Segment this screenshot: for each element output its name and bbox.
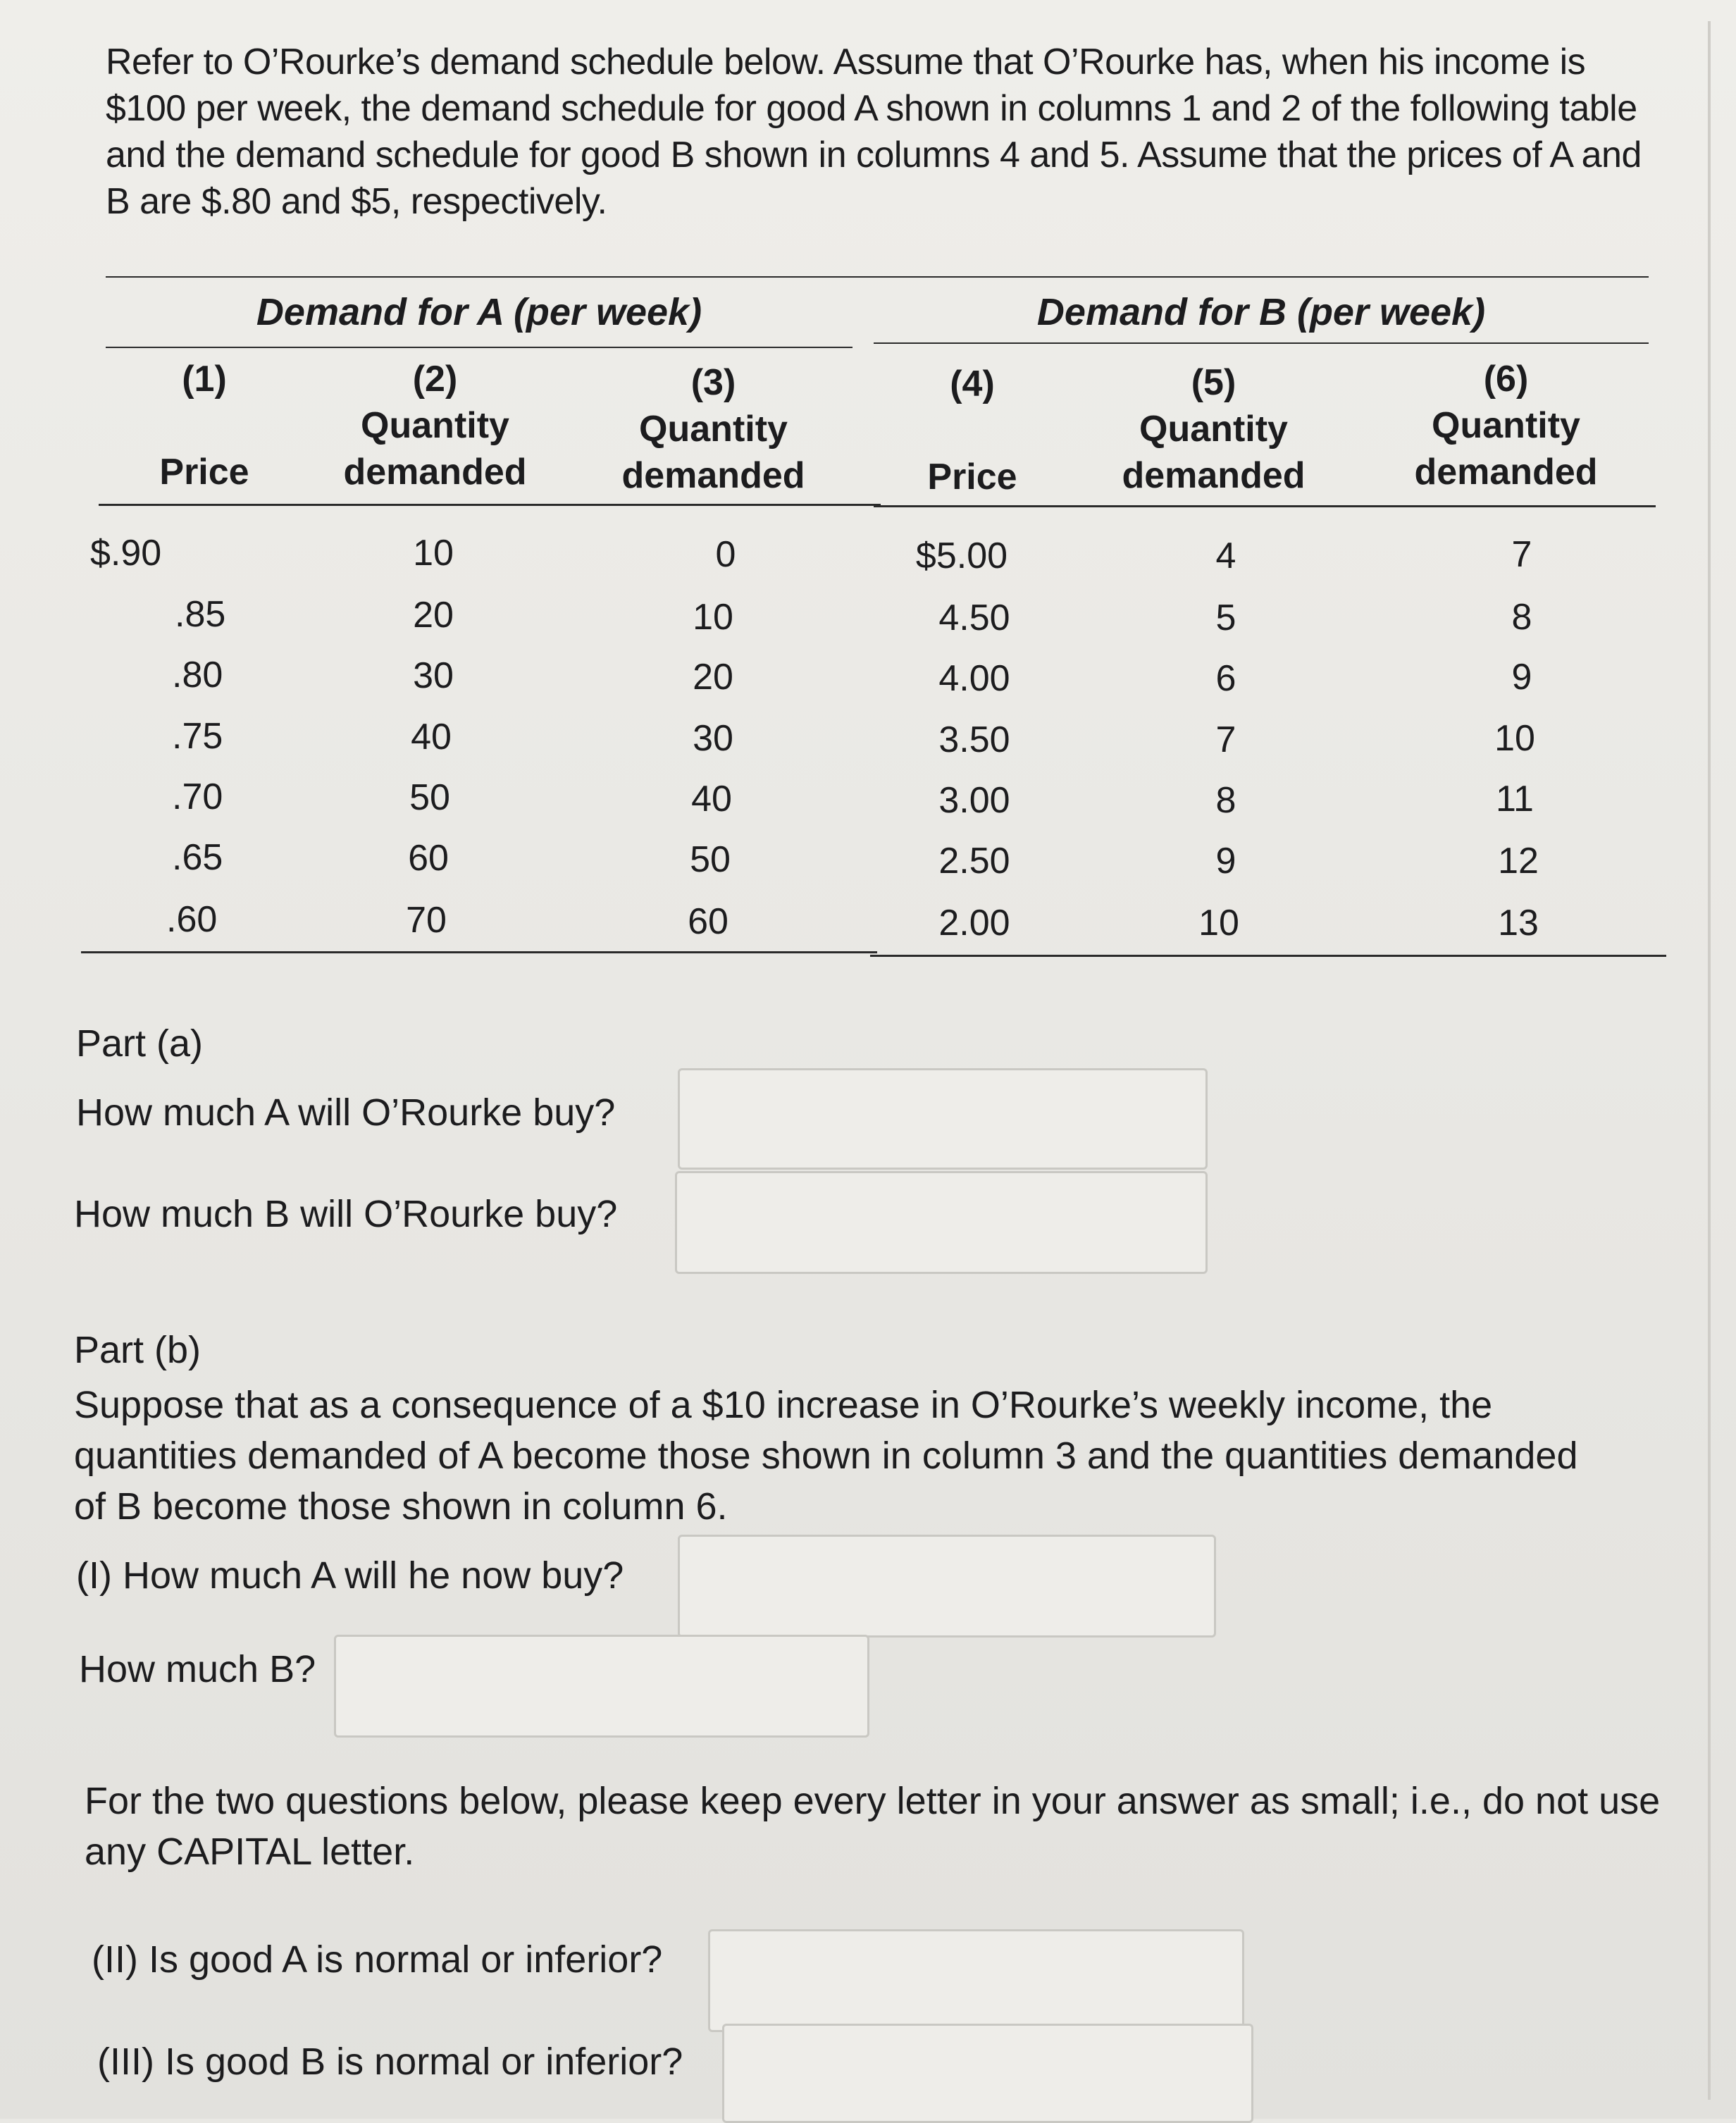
cell-qty-a-new: 20 bbox=[693, 657, 733, 698]
cell-qty-b-new: 11 bbox=[1496, 779, 1534, 819]
cell-price-a: .60 bbox=[166, 899, 218, 940]
answer-b-i-input[interactable] bbox=[678, 1535, 1216, 1638]
cell-qty-b-new: 10 bbox=[1494, 718, 1535, 759]
cell-qty-a-new: 60 bbox=[688, 901, 728, 942]
group-a-rule bbox=[106, 347, 852, 348]
col-header-3 bbox=[595, 359, 831, 499]
cell-qty-b: 9 bbox=[1215, 841, 1236, 881]
col-label-2: Price bbox=[159, 452, 249, 493]
cell-qty-a-new: 40 bbox=[691, 779, 732, 819]
col-num: (5) bbox=[1191, 362, 1236, 403]
cell-qty-b: 5 bbox=[1215, 598, 1236, 638]
col-num: (6) bbox=[1483, 359, 1529, 400]
col-label-2: Price bbox=[927, 457, 1017, 497]
answer-b-new-quantity-input[interactable] bbox=[334, 1635, 869, 1738]
header-rule-a bbox=[99, 504, 881, 506]
cell-qty-a: 40 bbox=[411, 717, 452, 757]
cell-qty-b: 7 bbox=[1215, 719, 1236, 760]
cell-qty-b: 4 bbox=[1215, 536, 1236, 576]
part-a-question-a: How much A will O’Rourke buy? bbox=[76, 1091, 616, 1134]
cell-price-b: 4.50 bbox=[938, 598, 1010, 638]
col-num: (3) bbox=[690, 362, 736, 403]
answer-ii-input[interactable] bbox=[708, 1929, 1244, 2032]
col-label-1: Quantity bbox=[639, 409, 788, 450]
cell-price-b: 2.00 bbox=[938, 903, 1010, 943]
part-b-question-iii: (III) Is good B is normal or inferior? bbox=[97, 2041, 683, 2083]
col-label-1 bbox=[99, 402, 310, 449]
col-label-2: demanded bbox=[1122, 455, 1306, 496]
table-bottom-rule-a bbox=[81, 951, 877, 953]
group-header-a: Demand for A (per week) bbox=[256, 291, 702, 333]
col-label-2: demanded bbox=[1414, 452, 1598, 493]
part-b-question-ii: (II) Is good A is normal or inferior? bbox=[92, 1938, 663, 1981]
header-rule-b bbox=[874, 505, 1656, 507]
cell-qty-a-new: 0 bbox=[715, 534, 736, 575]
page-edge bbox=[1708, 21, 1711, 2100]
cell-price-b: 4.00 bbox=[938, 658, 1010, 699]
cell-price-a: .75 bbox=[172, 716, 223, 757]
cell-qty-a-new: 50 bbox=[690, 839, 731, 880]
cell-price-b: 3.50 bbox=[938, 719, 1010, 760]
group-header-b: Demand for B (per week) bbox=[1036, 291, 1486, 333]
answer-a-quantity-input[interactable] bbox=[678, 1068, 1208, 1170]
col-label-1: Quantity bbox=[361, 405, 509, 446]
cell-qty-a-new: 10 bbox=[693, 597, 733, 638]
lowercase-note: For the two questions below, please keep every letter in your answer as small; i.e., do not use any CAPITAL letter. bbox=[85, 1780, 1661, 1873]
cell-qty-a-new: 30 bbox=[693, 718, 733, 759]
answer-iii-input[interactable] bbox=[722, 2024, 1253, 2123]
cell-qty-b: 10 bbox=[1198, 903, 1239, 943]
cell-price-a: .70 bbox=[172, 776, 223, 817]
cell-price-a: .85 bbox=[175, 594, 226, 635]
part-b-paragraph: Suppose that as a consequence of a $10 increase in O’Rourke’s weekly income, the quantities demanded of A become those shown in column 3 and the quantities demanded of B become those shown in column 6. bbox=[74, 1384, 1578, 1528]
cell-qty-b-new: 12 bbox=[1498, 841, 1539, 881]
cell-qty-b: 8 bbox=[1215, 780, 1236, 821]
cell-qty-b-new: 7 bbox=[1511, 534, 1532, 575]
col-header-4 bbox=[867, 361, 1078, 500]
cell-qty-a: 60 bbox=[408, 838, 449, 879]
intro-paragraph: Refer to O’Rourke’s demand schedule below. Assume that O’Rourke has, when his income is $100 per week, the demand schedule for good A shown in columns 1 and 2 of the following table and the demand schedule for good B shown in columns 4 and 5. Assume that the prices of A and B are $.80 and $5, respectively. bbox=[106, 42, 1642, 222]
part-a-question-b: How much B will O’Rourke buy? bbox=[74, 1193, 618, 1235]
cell-qty-b-new: 8 bbox=[1511, 597, 1532, 638]
col-label-2: demanded bbox=[621, 455, 805, 496]
group-b-rule bbox=[874, 342, 1649, 344]
cell-price-a: .80 bbox=[172, 655, 223, 695]
cell-qty-a: 30 bbox=[413, 655, 454, 696]
part-a-label: Part (a) bbox=[76, 1022, 204, 1065]
col-header-5 bbox=[1096, 359, 1332, 499]
cell-qty-a: 20 bbox=[413, 595, 454, 636]
col-header-1 bbox=[99, 356, 310, 495]
col-num: (2) bbox=[412, 359, 458, 400]
col-header-2 bbox=[317, 356, 553, 495]
table-bottom-rule-b bbox=[870, 955, 1666, 957]
cell-price-a: $.90 bbox=[90, 533, 162, 574]
col-label-1 bbox=[867, 407, 1078, 454]
col-header-6 bbox=[1384, 356, 1628, 495]
part-b-question-i: (I) How much A will he now buy? bbox=[76, 1554, 624, 1597]
cell-price-b: $5.00 bbox=[915, 536, 1008, 576]
table-top-rule bbox=[106, 276, 1649, 278]
cell-qty-b-new: 9 bbox=[1511, 657, 1532, 698]
cell-price-b: 2.50 bbox=[938, 841, 1010, 881]
cell-qty-a: 70 bbox=[406, 900, 447, 941]
col-label-1: Quantity bbox=[1432, 405, 1580, 446]
cell-qty-b-new: 13 bbox=[1498, 903, 1539, 943]
col-label-2: demanded bbox=[343, 452, 527, 493]
part-b-question-b: How much B? bbox=[79, 1648, 316, 1690]
col-num: (4) bbox=[950, 364, 995, 404]
col-num: (1) bbox=[182, 359, 227, 400]
cell-qty-a: 10 bbox=[413, 533, 454, 574]
cell-qty-a: 50 bbox=[409, 777, 450, 818]
col-label-1: Quantity bbox=[1139, 409, 1288, 450]
answer-b-quantity-input[interactable] bbox=[675, 1171, 1208, 1274]
cell-price-a: .65 bbox=[172, 837, 223, 878]
cell-price-b: 3.00 bbox=[938, 780, 1010, 821]
part-b-label: Part (b) bbox=[74, 1329, 202, 1371]
cell-qty-b: 6 bbox=[1215, 658, 1236, 699]
